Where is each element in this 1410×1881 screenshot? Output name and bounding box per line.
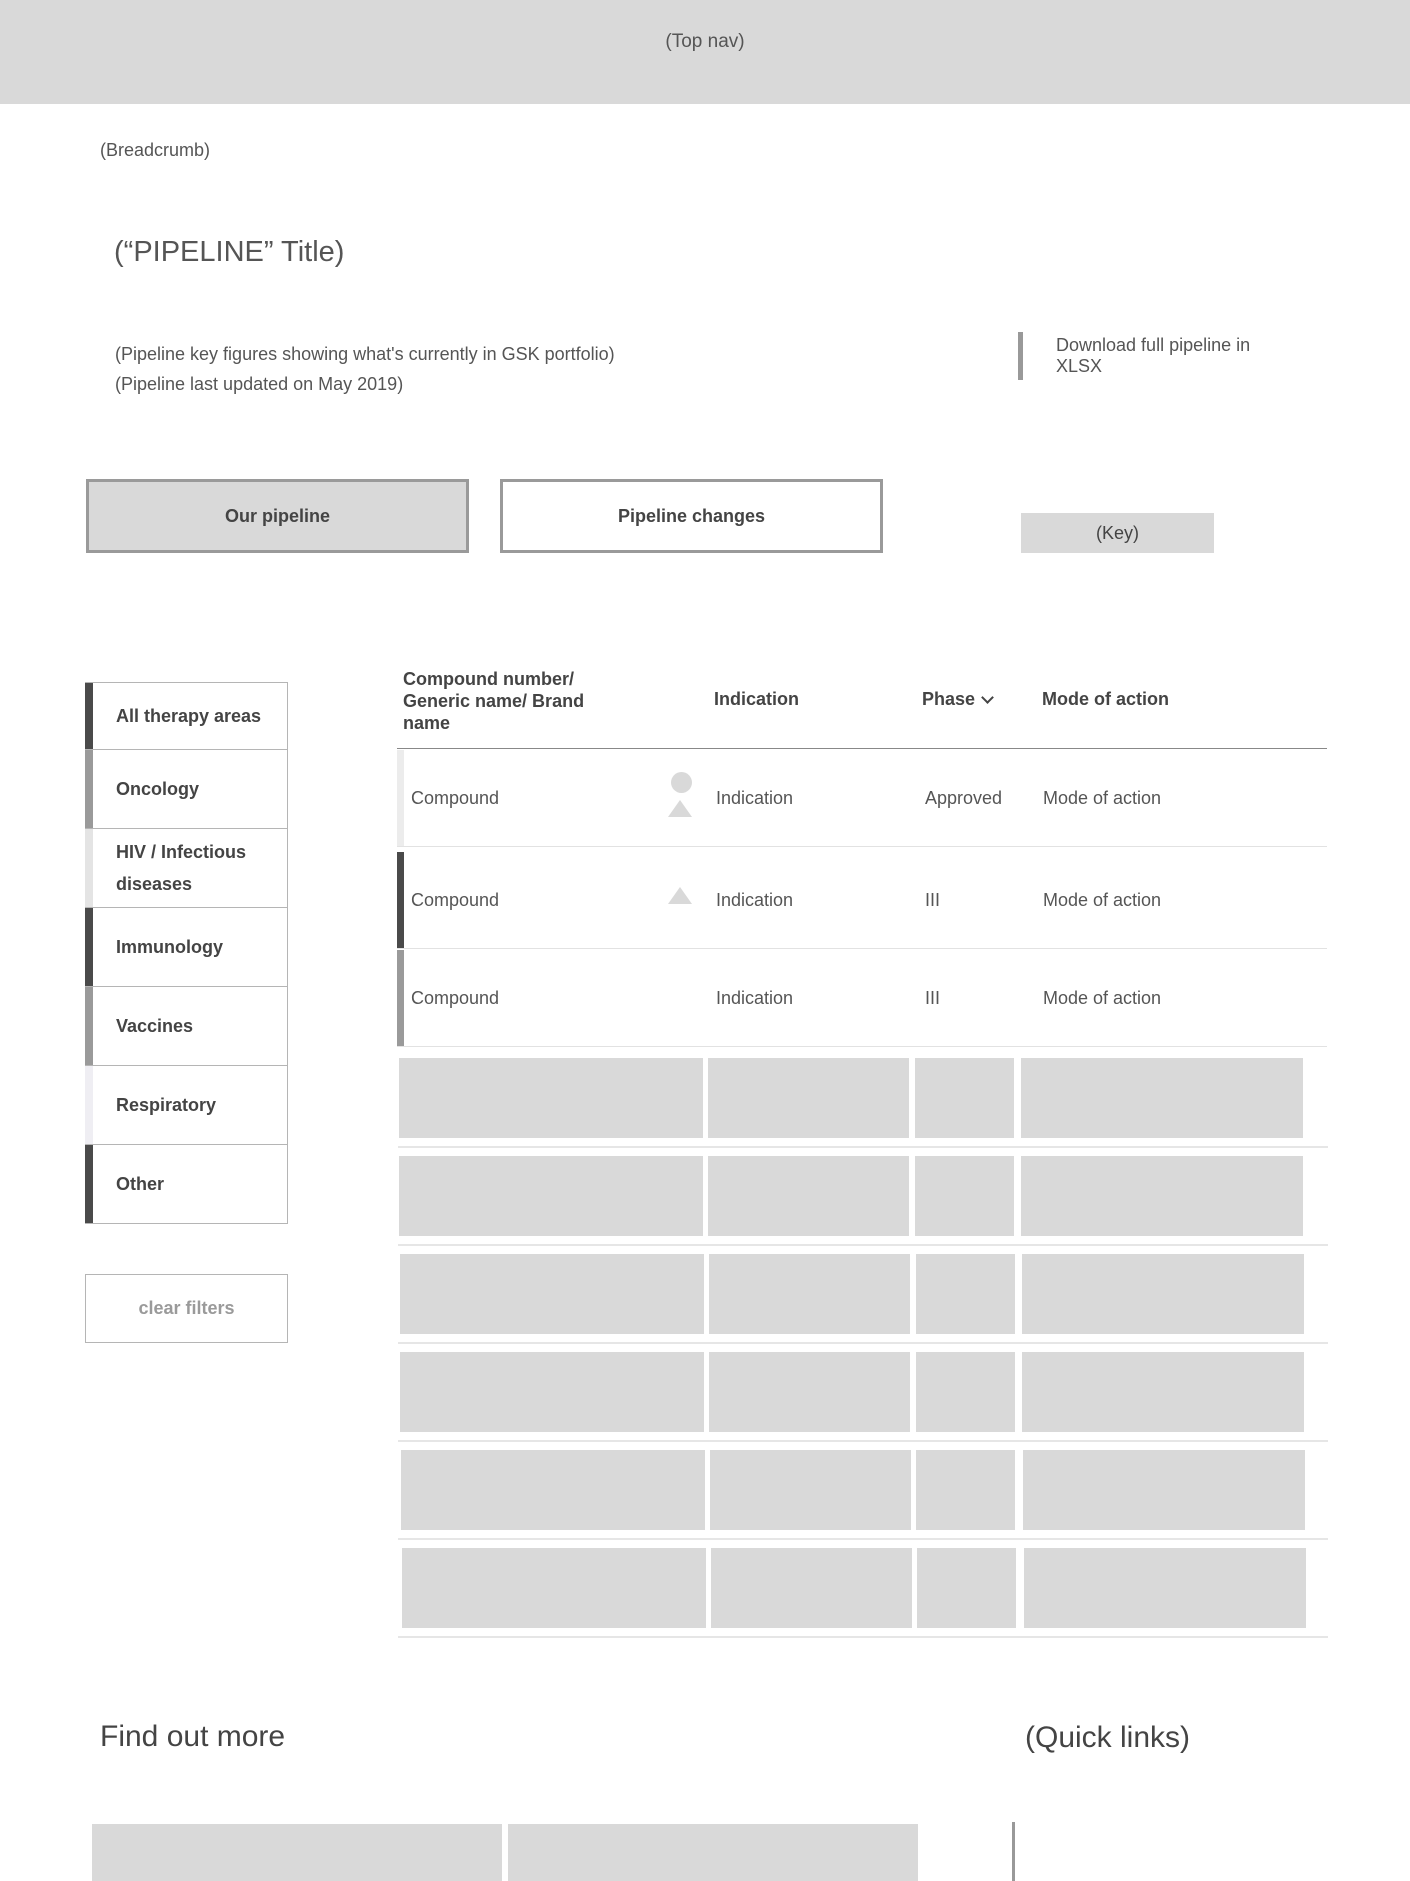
triangle-icon [668, 800, 692, 817]
tab-pipeline-changes[interactable]: Pipeline changes [500, 479, 883, 553]
placeholder-cell [916, 1352, 1015, 1432]
filter-label: Vaccines [116, 1016, 194, 1036]
quick-links-heading: (Quick links) [1025, 1721, 1191, 1754]
table-row[interactable] [397, 750, 1327, 847]
column-header-mode-of-action: Mode of action [1042, 689, 1169, 709]
row-icons [668, 852, 694, 948]
cell-mode-of-action: Mode of action [1043, 787, 1162, 808]
filter-label: Oncology [116, 779, 200, 799]
filter-label: Other [116, 1174, 165, 1194]
placeholder-cell [402, 1548, 706, 1628]
placeholder-cell [917, 1548, 1016, 1628]
pipeline-last-updated: (Pipeline last updated on May 2019) [115, 374, 404, 394]
row-color-stripe [397, 852, 404, 948]
placeholder-row [398, 1540, 1328, 1638]
placeholder-cell [915, 1156, 1014, 1236]
filter-vaccines[interactable] [85, 987, 288, 1066]
quick-links-divider [1012, 1822, 1015, 1881]
filter-all-therapy-areas[interactable] [85, 682, 288, 750]
table-row[interactable] [397, 852, 1327, 949]
placeholder-row [398, 1148, 1328, 1246]
table-header-divider [397, 748, 1327, 749]
filter-color-stripe [85, 1145, 93, 1223]
therapy-area-filters [85, 682, 288, 1224]
filter-color-stripe [85, 1066, 93, 1144]
placeholder-row [398, 1442, 1328, 1540]
table-row[interactable] [397, 950, 1327, 1047]
placeholder-cell [708, 1058, 909, 1138]
placeholder-cell [708, 1156, 909, 1236]
placeholder-row [398, 1246, 1328, 1344]
filter-hiv-infectious-diseases[interactable] [85, 829, 288, 908]
placeholder-cell [401, 1450, 705, 1530]
filter-oncology[interactable] [85, 750, 288, 829]
placeholder-cell [711, 1548, 912, 1628]
placeholder-cell [1021, 1058, 1303, 1138]
placeholder-cell [1023, 1450, 1305, 1530]
top-nav[interactable] [0, 0, 1410, 104]
placeholder-cell [915, 1058, 1014, 1138]
cell-phase: Approved [925, 787, 1003, 808]
column-header-compound: Compound number/ Generic name/ Brand name [403, 669, 585, 733]
find-out-more-card[interactable] [508, 1824, 918, 1881]
cell-phase: III [925, 987, 941, 1008]
download-divider [1018, 332, 1023, 380]
placeholder-cell [1022, 1254, 1304, 1334]
filter-color-stripe [85, 987, 93, 1065]
filter-label: Immunology [116, 937, 223, 957]
placeholder-cell [399, 1156, 703, 1236]
download-xlsx-link[interactable]: Download full pipeline in XLSX [1056, 335, 1251, 376]
placeholder-cell [400, 1254, 704, 1334]
filter-label: All therapy areas [116, 706, 262, 726]
filter-other[interactable] [85, 1145, 288, 1224]
cell-compound: Compound [411, 987, 500, 1008]
filter-color-stripe [85, 683, 93, 749]
cell-phase: III [925, 889, 941, 910]
tab-our-pipeline[interactable]: Our pipeline [86, 479, 469, 553]
filter-color-stripe [85, 908, 93, 986]
column-header-indication: Indication [714, 689, 799, 709]
clear-filters-button[interactable]: clear filters [85, 1274, 288, 1343]
filter-immunology[interactable] [85, 908, 288, 987]
filter-color-stripe [85, 829, 93, 907]
cell-indication: Indication [716, 889, 794, 910]
filter-color-stripe [85, 750, 93, 828]
phase-header-label: Phase [922, 689, 976, 709]
key-button[interactable]: (Key) [1021, 513, 1214, 553]
chevron-down-icon[interactable] [981, 691, 994, 704]
pipeline-key-figures: (Pipeline key figures showing what's currently in GSK portfolio) [115, 344, 615, 364]
page-title: (“PIPELINE” Title) [114, 236, 345, 268]
top-nav-label: (Top nav) [665, 31, 745, 52]
placeholder-cell [1022, 1352, 1304, 1432]
placeholder-cell [399, 1058, 703, 1138]
circle-icon [671, 772, 692, 793]
placeholder-row [398, 1344, 1328, 1442]
triangle-icon [668, 887, 692, 904]
placeholder-cell [916, 1254, 1015, 1334]
placeholder-row [398, 1050, 1328, 1148]
placeholder-cell [1024, 1548, 1306, 1628]
placeholder-cell [709, 1352, 910, 1432]
cell-compound: Compound [411, 787, 500, 808]
placeholder-cell [1021, 1156, 1303, 1236]
cell-mode-of-action: Mode of action [1043, 987, 1162, 1008]
placeholder-cell [709, 1254, 910, 1334]
placeholder-cell [916, 1450, 1015, 1530]
placeholder-cell [400, 1352, 704, 1432]
find-out-more-card[interactable] [92, 1824, 502, 1881]
filter-label: Respiratory [116, 1095, 217, 1115]
column-header-phase[interactable] [922, 689, 992, 710]
cell-indication: Indication [716, 787, 794, 808]
row-color-stripe [397, 750, 404, 846]
placeholder-cell [710, 1450, 911, 1530]
cell-indication: Indication [716, 987, 794, 1008]
breadcrumb[interactable]: (Breadcrumb) [100, 140, 211, 160]
cell-compound: Compound [411, 889, 500, 910]
find-out-more-heading: Find out more [100, 1720, 286, 1753]
row-icons [668, 750, 694, 846]
filter-respiratory[interactable] [85, 1066, 288, 1145]
row-color-stripe [397, 950, 404, 1046]
filter-label: HIV / Infectious diseases [116, 842, 247, 894]
cell-mode-of-action: Mode of action [1043, 889, 1162, 910]
